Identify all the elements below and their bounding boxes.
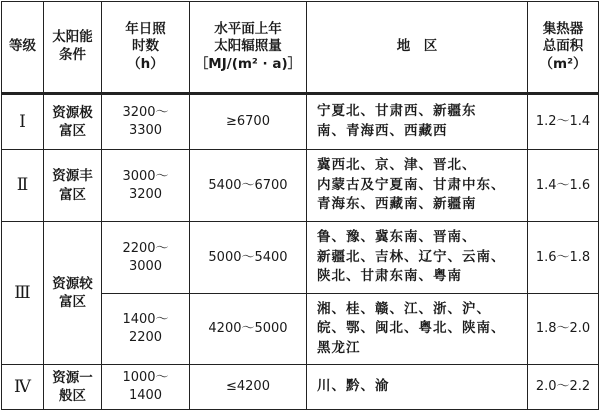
header-area: 集热器 总面积 （m²） — [528, 2, 599, 94]
header-hours: 年日照 时数 （h） — [102, 2, 190, 94]
region-cell: 宁夏北、甘肃西、新疆东 南、青海西、西藏西 — [307, 94, 528, 150]
table-row — [2, 365, 599, 410]
header-row — [2, 2, 599, 94]
header-radiation: 水平面上年 太阳辐照量 ［MJ/(m² · a)］ — [190, 2, 307, 94]
region-cell: 冀西北、京、津、晋北、 内蒙古及宁夏南、甘肃中东、 青海东、西藏南、新疆南 — [307, 150, 528, 222]
grade-cell: Ⅳ — [2, 365, 44, 410]
resource-cell: 资源一 般区 — [44, 365, 102, 410]
header-region: 地 区 — [307, 2, 528, 94]
region-cell: 湘、桂、赣、江、浙、沪、 皖、鄂、闽北、粤北、陕南、 黑龙江 — [307, 294, 528, 365]
resource-cell: 资源极 富区 — [44, 94, 102, 150]
resource-cell: 资源较 富区 — [44, 222, 102, 365]
table-row — [2, 222, 599, 294]
area-cell: 1.2～1.4 — [528, 94, 599, 150]
table-row — [2, 94, 599, 150]
area-cell: 1.4～1.6 — [528, 150, 599, 222]
solar-resource-table — [1, 1, 599, 410]
hours-cell: 2200～3000 — [102, 222, 190, 294]
grade-cell: Ⅱ — [2, 150, 44, 222]
header-grade: 等级 — [2, 2, 44, 94]
radiation-cell: 5000～5400 — [190, 222, 307, 294]
hours-cell: 3000～ 3200 — [102, 150, 190, 222]
area-cell: 1.6～1.8 — [528, 222, 599, 294]
hours-cell: 1400～ 2200 — [102, 294, 190, 365]
resource-cell: 资源丰 富区 — [44, 150, 102, 222]
grade-cell: Ⅰ — [2, 94, 44, 150]
radiation-cell: ≤4200 — [190, 365, 307, 410]
radiation-cell: ≥6700 — [190, 94, 307, 150]
region-cell: 鲁、豫、冀东南、晋南、 新疆北、吉林、辽宁、云南、 陕北、甘肃东南、粤南 — [307, 222, 528, 294]
region-cell: 川、黔、渝 — [307, 365, 528, 410]
hours-cell: 1000～ 1400 — [102, 365, 190, 410]
area-cell: 1.8～2.0 — [528, 294, 599, 365]
header-resource: 太阳能 条件 — [44, 2, 102, 94]
hours-cell: 3200～ 3300 — [102, 94, 190, 150]
grade-cell: Ⅲ — [2, 222, 44, 365]
radiation-cell: 4200～5000 — [190, 294, 307, 365]
table-row — [2, 150, 599, 222]
area-cell: 2.0～2.2 — [528, 365, 599, 410]
radiation-cell: 5400～6700 — [190, 150, 307, 222]
